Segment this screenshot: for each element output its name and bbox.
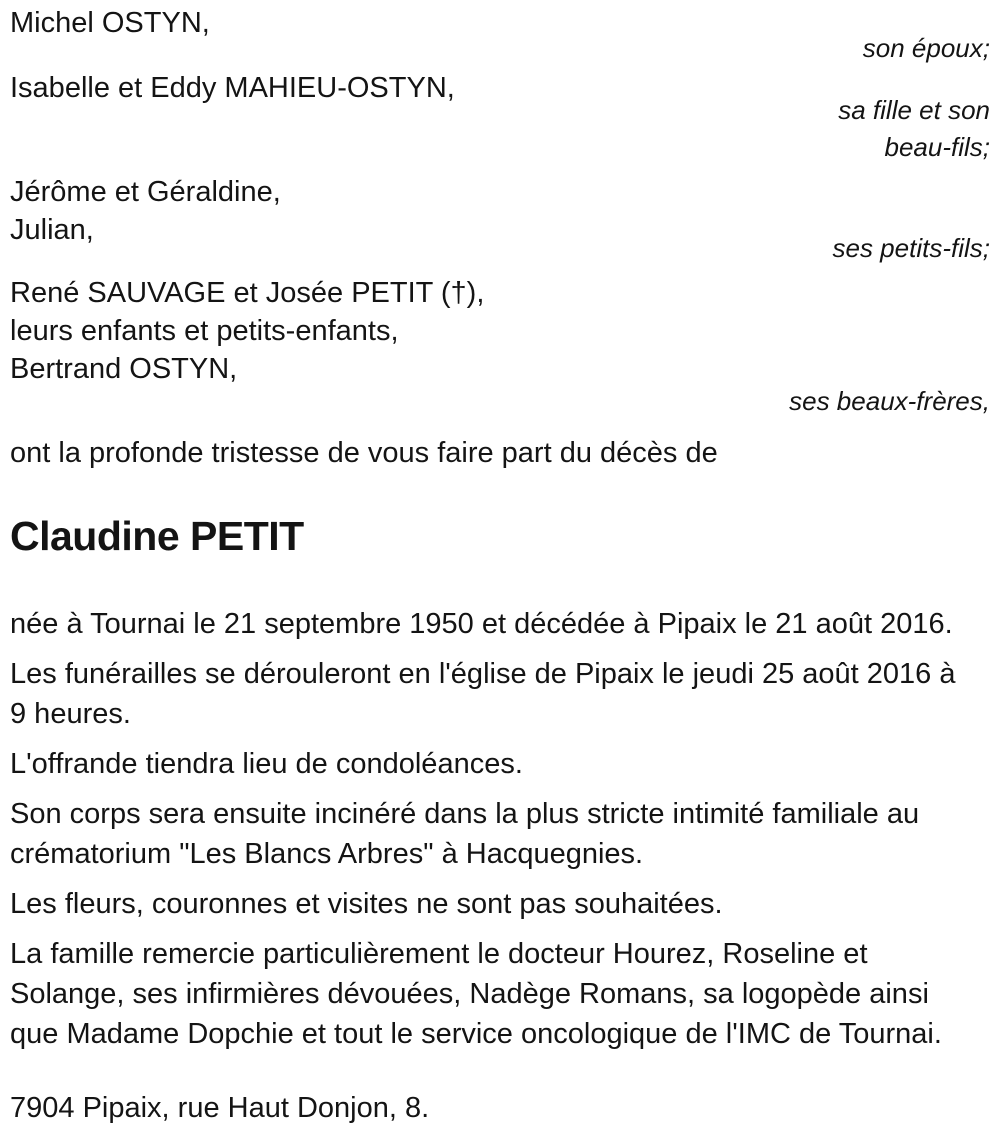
address-line: 7904 Pipaix, rue Haut Donjon, 8. [10, 1092, 430, 1124]
paragraph-birth-death [10, 604, 990, 644]
relation-label: sa fille et son [838, 95, 990, 125]
relation-label-block [10, 383, 990, 420]
paragraph-line: Son corps sera ensuite incinéré dans la plus stricte intimité familiale au [10, 798, 920, 830]
relative-names [10, 274, 990, 388]
relative-name: Isabelle et Eddy MAHIEU-OSTYN, [10, 72, 455, 104]
paragraph-line: née à Tournai le 21 septembre 1950 et décédée à Pipaix le 21 août 2016. [10, 608, 953, 640]
notice-body [10, 604, 990, 1054]
paragraph-line: Solange, ses infirmières dévouées, Nadège Romans, sa logopède ainsi [10, 978, 929, 1010]
relation-label: beau-fils; [884, 132, 990, 162]
relation-label-block [10, 230, 990, 267]
family-group-spouse [10, 4, 990, 67]
family-group-brothers-in-law [10, 274, 990, 420]
relation-label: ses beaux-frères, [789, 386, 990, 416]
paragraph-funeral [10, 654, 990, 734]
relative-name: leurs enfants et petits-enfants, [10, 315, 399, 347]
announcement-text: ont la profonde tristesse de vous faire part du décès de [10, 437, 718, 469]
deceased-name-title: Claudine PETIT [10, 513, 304, 559]
paragraph-line: que Madame Dopchie et tout le service oncologique de l'IMC de Tournai. [10, 1018, 942, 1050]
relative-name: René SAUVAGE et Josée PETIT (†), [10, 277, 485, 309]
paragraph-offering [10, 744, 990, 784]
family-group-grandsons [10, 173, 990, 267]
relative-name: Julian, [10, 214, 94, 246]
relation-label: son époux; [862, 33, 990, 63]
relative-name: Bertrand OSTYN, [10, 353, 238, 385]
paragraph-line: Les funérailles se dérouleront en l'église de Pipaix le jeudi 25 août 2016 à [10, 658, 956, 690]
paragraph-line: Les fleurs, couronnes et visites ne sont pas souhaitées. [10, 888, 723, 920]
paragraph-line: L'offrande tiendra lieu de condoléances. [10, 748, 523, 780]
relative-name: Michel OSTYN, [10, 7, 210, 39]
family-group-daughter [10, 69, 990, 166]
paragraph-line: crématorium "Les Blancs Arbres" à Hacquegnies. [10, 838, 644, 870]
relatives-section [10, 4, 990, 420]
paragraph-line: 9 heures. [10, 698, 131, 730]
paragraph-flowers [10, 884, 990, 924]
paragraph-cremation [10, 794, 990, 874]
paragraph-thanks [10, 934, 990, 1054]
relative-name: Jérôme et Géraldine, [10, 176, 281, 208]
relation-label: ses petits-fils; [832, 233, 990, 263]
paragraph-line: La famille remercie particulièrement le docteur Hourez, Roseline et [10, 938, 868, 970]
